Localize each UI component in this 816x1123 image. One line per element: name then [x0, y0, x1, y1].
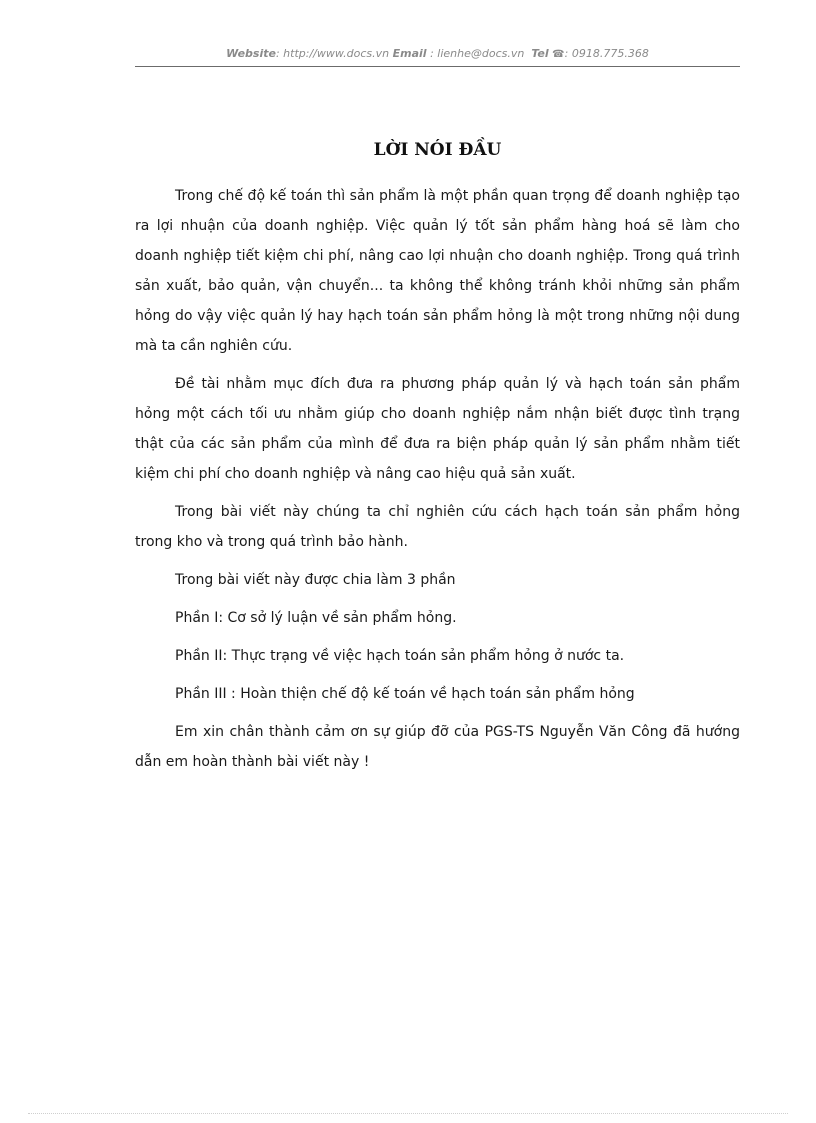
- document-body: [135, 181, 740, 785]
- website-label: Website: [226, 47, 276, 60]
- email-value: : lienhe@docs.vn: [430, 47, 525, 60]
- paragraph-part-3: Phần III : Hoàn thiện chế độ kế toán về hạch toán sản phẩm hỏng: [175, 686, 635, 702]
- page-header: [135, 47, 740, 67]
- paragraph-purpose: Đề tài nhằm mục đích đưa ra phương pháp quản lý và hạch toán sản phẩm hỏng một cách tối ưu nhằm giúp cho doanh nghiệp nắm nhận biết được tình trạng thật của các sản phẩm của mình để đưa ra biện pháp quản lý sản phẩm nhằm tiết kiệm chi phí cho doanh nghiệp và nâng cao hiệu quả sản xuất.: [135, 376, 740, 482]
- paragraph-intro: Trong chế độ kế toán thì sản phẩm là một phần quan trọng để doanh nghiệp tạo ra lợi nhuận của doanh nghiệp. Việc quản lý tốt sản phẩm hàng hoá sẽ làm cho doanh nghiệp tiết kiệm chi phí, nâng cao lợi nhuận cho doanh nghiệp. Trong quá trình sản xuất, bảo quản, vận chuyển... ta không thể không tránh khỏi những sản phẩm hỏng do vậy việc quản lý hay hạch toán sản phẩm hỏng là một trong những nội dung mà ta cần nghiên cứu.: [135, 188, 740, 354]
- phone-icon: ☎: [552, 49, 565, 60]
- paragraph-thanks: Em xin chân thành cảm ơn sự giúp đỡ của PGS-TS Nguyễn Văn Công đã hướng dẫn em hoàn thành bài viết này !: [135, 724, 740, 770]
- tel-label: Tel: [531, 47, 549, 60]
- paragraph-part-1: Phần I: Cơ sở lý luận về sản phẩm hỏng.: [175, 610, 457, 626]
- paragraph-scope: Trong bài viết này chúng ta chỉ nghiên cứu cách hạch toán sản phẩm hỏng trong kho và trong quá trình bảo hành.: [135, 504, 740, 550]
- website-value: : http://www.docs.vn: [275, 47, 390, 60]
- paragraph-structure: Trong bài viết này được chia làm 3 phần: [175, 572, 456, 588]
- tel-value: : 0918.775.368: [564, 47, 649, 60]
- paragraph-part-2: Phần II: Thực trạng về việc hạch toán sản phẩm hỏng ở nước ta.: [175, 648, 625, 664]
- page-bottom-divider: [28, 1113, 788, 1115]
- document-title: LỜI NÓI ĐẦU: [373, 140, 502, 160]
- email-label: Email: [392, 47, 427, 60]
